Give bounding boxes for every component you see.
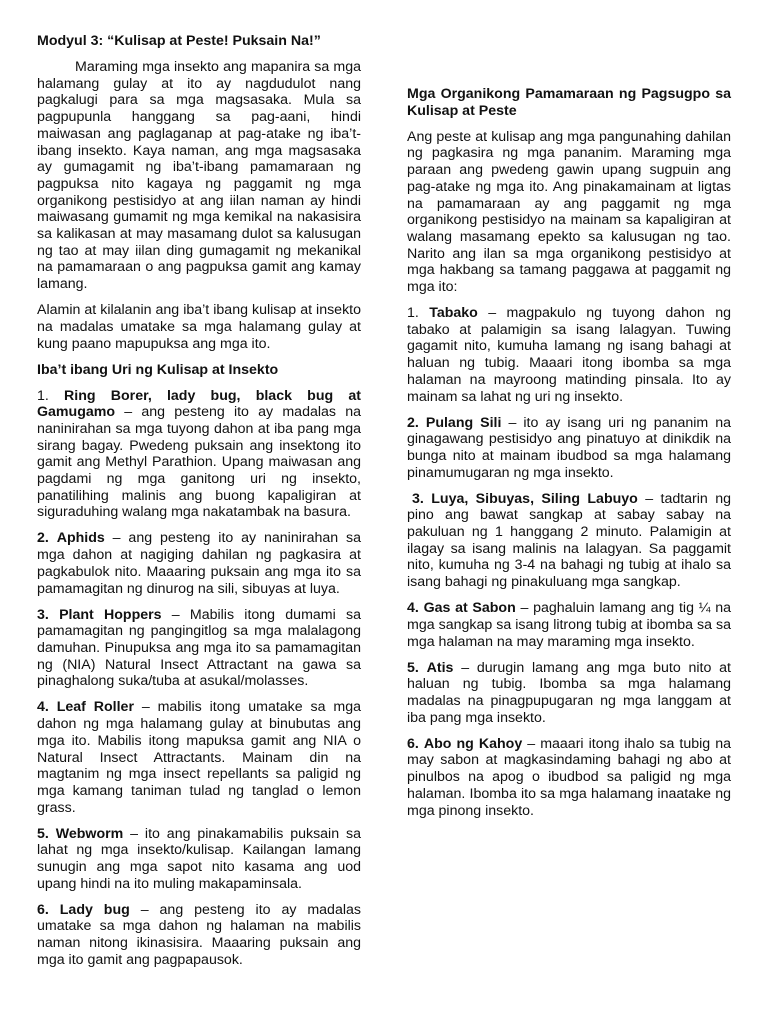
right-column <box>407 86 731 829</box>
item-description: – durugin lamang ang mga buto nito at haluan ng tubig. Ibomba sa mga halamang madalas na pinagpupugaran ng mga langgam at iba pang mga insekto. <box>407 659 731 726</box>
instruction-paragraph: Alamin at kilalanin ang iba’t ibang kulisap at insekto na madalas umatake sa mga halamang gulay at kung paano mapupuksa ang mga ito. <box>37 302 361 352</box>
insect-item <box>37 826 361 893</box>
item-number: 5. <box>37 825 49 842</box>
insect-item <box>37 699 361 816</box>
item-number: 1. <box>37 387 49 404</box>
item-number: 6. <box>37 901 49 918</box>
item-name: Atis <box>426 659 454 676</box>
item-description: – ang pesteng ito ay naninirahan sa mga dahon at nagiging dahilan ng pagkasira at pagkabulok nito. Maaaring puksain ang mga ito sa pamamagitan ng dinurog na sili, sibuyas at luya. <box>37 530 361 597</box>
module-title: Modyul 3: “Kulisap at Peste! Puksain Na!” <box>37 33 321 49</box>
pesticide-item <box>407 736 731 820</box>
pesticide-item <box>407 491 731 591</box>
item-name: Pulang Sili <box>425 414 502 431</box>
item-name: Leaf Roller <box>56 699 134 716</box>
insect-item <box>37 530 361 597</box>
pesticide-item <box>407 305 731 405</box>
item-description: – tadtarin ng pino ang bawat sangkap at sabay sabay na pakuluan ng 1 hanggang 2 minuto. Palamigin at ilagay sa isang malinis na lalagyan. Sa paggamit nito, kumuha ng 3-4 na bahagi ng tubig at ihalo sa isang bahagi ng pinakuluang mga sangkap. <box>407 490 731 591</box>
section-heading-insects: Iba’t ibang Uri ng Kulisap at Insekto <box>37 361 279 378</box>
item-number: 4. <box>407 600 419 617</box>
item-name: Gas at Sabon <box>423 600 516 617</box>
item-description: – paghaluin lamang ang tig ¼ na mga sangkap sa isang litrong tubig at ibomba sa sa mga halaman na may maraming mga insekto. <box>407 600 731 650</box>
left-column <box>37 33 361 978</box>
item-name: Ring Borer, lady bug, black bug at Gamugamo <box>37 387 361 421</box>
insect-item <box>37 388 361 522</box>
pesticide-item <box>407 415 731 482</box>
item-number: 3. <box>37 606 49 623</box>
item-name: Plant Hoppers <box>59 606 162 623</box>
section-heading-organic-methods: Mga Organikong Pamamaraan ng Pagsugpo sa Kulisap at Peste <box>407 86 731 119</box>
insect-item <box>37 607 361 691</box>
item-description: – ito ay isang uri ng pananim na ginagawang pestisidyo ang pinatuyo at dinikdik na bunga nito at mainam ibudbod sa mga halamang pinamumugaran ng mga insekto. <box>407 414 732 481</box>
item-name: Tabako <box>429 305 478 322</box>
item-name: Webworm <box>55 825 124 842</box>
item-name: Luya, Sibuyas, Siling Labuyo <box>431 490 638 507</box>
item-number: 5. <box>407 659 419 676</box>
item-number: 4. <box>37 699 49 716</box>
item-description: – ito ang pinakamabilis puksain sa lahat ng mga insekto/kulisap. Kailangan lamang sunugin ang mga sapot nito kasama ang uod upang hindi na ito muling makapaminsala. <box>37 825 361 892</box>
pesticide-item <box>407 660 731 727</box>
item-description: – magpakulo ng tuyong dahon ng tabako at palamigin sa isang lalagyan. Tuwing gagamit nito, kumuha lamang ng isang bahagi at haluan ng tubig. Maaari itong ibomba sa mga halaman na mayroong matinding pinsala. Ito ay mainam sa lahat ng uri ng insekto. <box>407 305 731 405</box>
item-description: – ang pesteng ito ay madalas na naninirahan sa mga tuyong dahon at iba pang mga sirang bagay. Pwedeng puksain ang insektong ito gamit ang Methyl Parathion. Upang maiwasan ang pagdami ng mga ganitong uri ng insekto, panatilihing malinis ang buong kapaligiran at siguraduhing walang mga nakatambak na basura. <box>37 404 361 521</box>
organic-intro-paragraph: Ang peste at kulisap ang mga pangunahing dahilan ng pagkasira ng mga pananim. Maraming mga paraan ang pwedeng gawin upang sugpuin ang pag-atake ng mga ito. Ang pinakamainam at ligtas na pamamaraan ay ang paggamit ng mga organikong pestisidyo na mainam sa kapaligiran at walang masamang epekto sa kalusugan ng tao. Narito ang ilan sa mga organikong pestisidyo at mga hakbang sa tamang paggawa at paggamit ng mga ito: <box>407 128 731 296</box>
item-name: Lady bug <box>59 901 130 918</box>
item-number: 2. <box>407 414 419 431</box>
item-description: – mabilis itong umatake sa mga dahon ng mga halamang gulay at binubutas ang mga ito. Mabilis itong mapuksa gamit ang NIA o Natural Insect Attractants. Mainam din na magtanim ng mga insect repellants sa paligid ng mga kamang taniman tulad ng tanglad o lemon grass. <box>37 699 361 816</box>
item-description: – ang pesteng ito ay madalas umatake sa mga dahon ng halaman na mabilis naman nitong ikinasisira. Maaaring puksain ang mga ito gamit ang pagpapausok. <box>37 901 361 968</box>
insect-item <box>37 902 361 969</box>
pesticide-item <box>407 600 731 650</box>
item-number: 6. <box>407 735 419 752</box>
item-description: – maaari itong ihalo sa tubig na may sabon at magkasindaming bahagi ng abo at pinulbos na apog o ibudbod sa paligid ng mga halaman. Ibomba ito sa mga halamang inaatake ng mga pinong insekto. <box>407 735 732 819</box>
item-name: Aphids <box>56 530 105 547</box>
item-number: 2. <box>37 530 49 547</box>
item-number: 1. <box>407 305 419 322</box>
item-description: – Mabilis itong dumami sa pamamagitan ng pangingitlog sa mga malalagong damuhan. Pinupuksa ang mga ito sa pamamagitan ng (NIA) Natural Insect Attractant na gawa sa pinaghalong suka/tuba at asukal/molasses. <box>37 606 361 690</box>
item-number: 3. <box>412 490 424 507</box>
intro-paragraph: Maraming mga insekto ang mapanira sa mga halamang gulay at ito ay nagdudulot nang pagkalugi para sa mga magsasaka. Mula sa pagpupunla hanggang sa pag-aani, hindi maiwasan ang paglaganap at pag-atake ng iba’t-ibang insekto. Kaya naman, ang mga magsasaka ay gumagamit ng iba’t-ibang pamamaraan ng pagpuksa nito kagaya ng paggamit ng mga organikong pestisidyo at ang iilan naman ay hindi maiwasang gumamit ng mga kemikal na nakasisira sa kalikasan at may masamang dulot sa kalusugan ng tao at may iilan ding gumagamit ng mekanikal na pamamaraan o ang pagpuksa gamit ang kamay lamang. <box>37 59 361 293</box>
item-name: Abo ng Kahoy <box>423 735 523 752</box>
